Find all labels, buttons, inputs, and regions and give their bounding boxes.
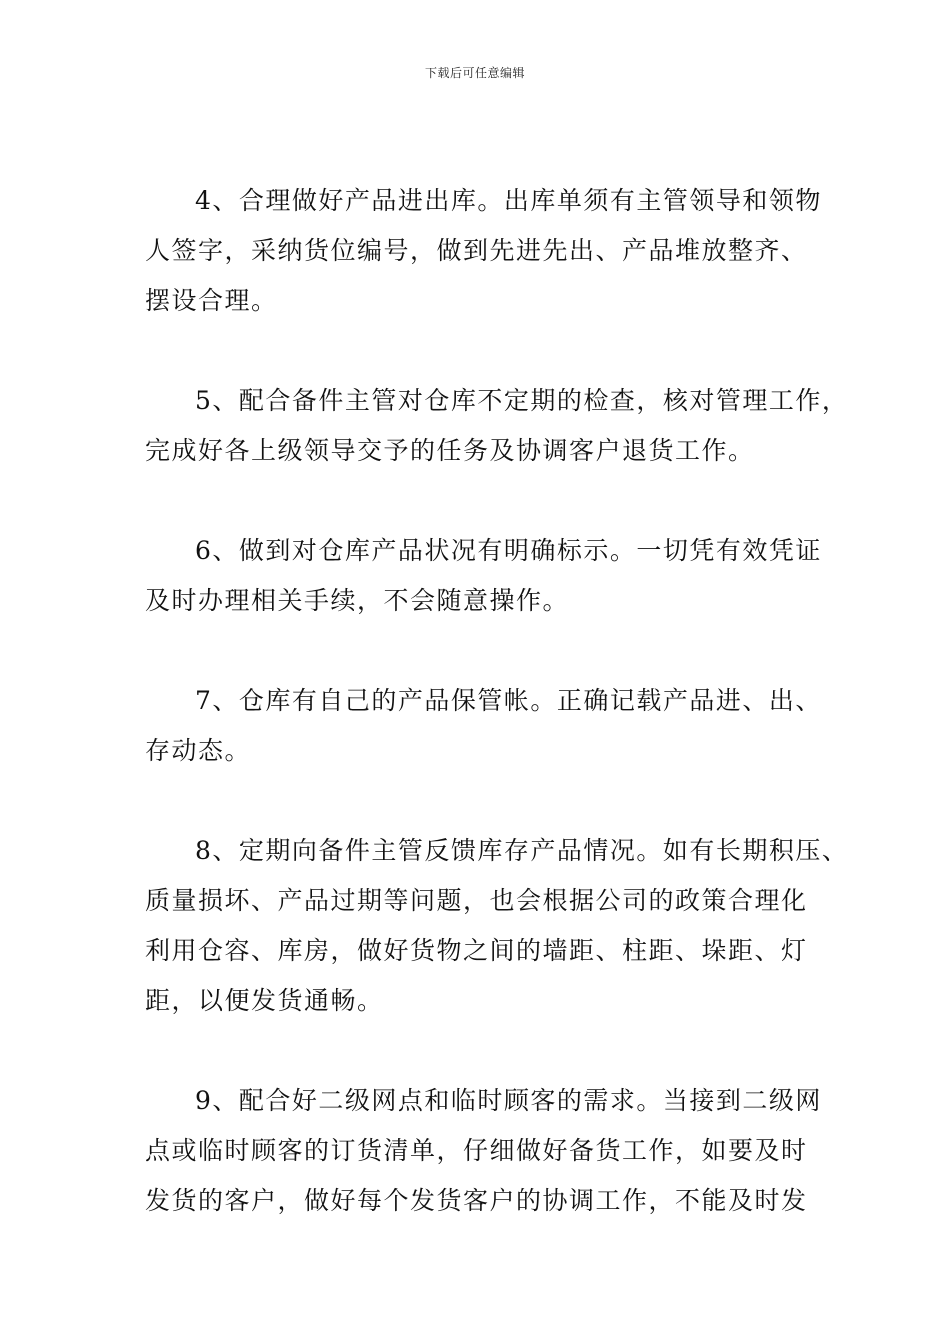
- paragraph-line: 9、配合好二级网点和临时顾客的需求。当接到二级网: [195, 1086, 822, 1115]
- paragraph-item-9: [145, 1076, 822, 1226]
- paragraph-line: 8、定期向备件主管反馈库存产品情况。如有长期积压、: [195, 836, 849, 865]
- paragraph-item-6: [145, 526, 822, 626]
- paragraph-line: 完成好各上级领导交予的任务及协调客户退货工作。: [145, 436, 755, 465]
- paragraph-item-7: [145, 676, 822, 776]
- paragraph-line: 5、配合备件主管对仓库不定期的检查，核对管理工作，: [195, 386, 849, 415]
- paragraph-line: 利用仓容、库房，做好货物之间的墙距、柱距、垛距、灯: [145, 936, 808, 965]
- paragraph-line: 距，以便发货通畅。: [145, 986, 384, 1015]
- paragraph-line: 人签字，采纳货位编号，做到先进先出、产品堆放整齐、: [145, 236, 808, 265]
- paragraph-line: 质量损坏、产品过期等问题，也会根据公司的政策合理化: [145, 886, 808, 915]
- paragraph-line: 4、合理做好产品进出库。出库单须有主管领导和领物: [195, 186, 822, 215]
- paragraph-item-5: [145, 376, 849, 476]
- paragraph-line: 发货的客户，做好每个发货客户的协调工作，不能及时发: [145, 1186, 808, 1215]
- paragraph-line: 6、做到对仓库产品状况有明确标示。一切凭有效凭证: [195, 536, 822, 565]
- page-header: 下载后可任意编辑: [424, 66, 525, 80]
- paragraph-line: 存动态。: [145, 736, 252, 765]
- paragraph-line: 摆设合理。: [145, 286, 278, 315]
- paragraph-line: 7、仓库有自己的产品保管帐。正确记载产品进、出、: [195, 686, 822, 715]
- paragraph-line: 及时办理相关手续，不会随意操作。: [145, 586, 570, 615]
- paragraph-item-8: [145, 826, 849, 1026]
- document-body: [145, 176, 849, 1276]
- paragraph-line: 点或临时顾客的订货清单，仔细做好备货工作，如要及时: [145, 1136, 808, 1165]
- paragraph-item-4: [145, 176, 822, 326]
